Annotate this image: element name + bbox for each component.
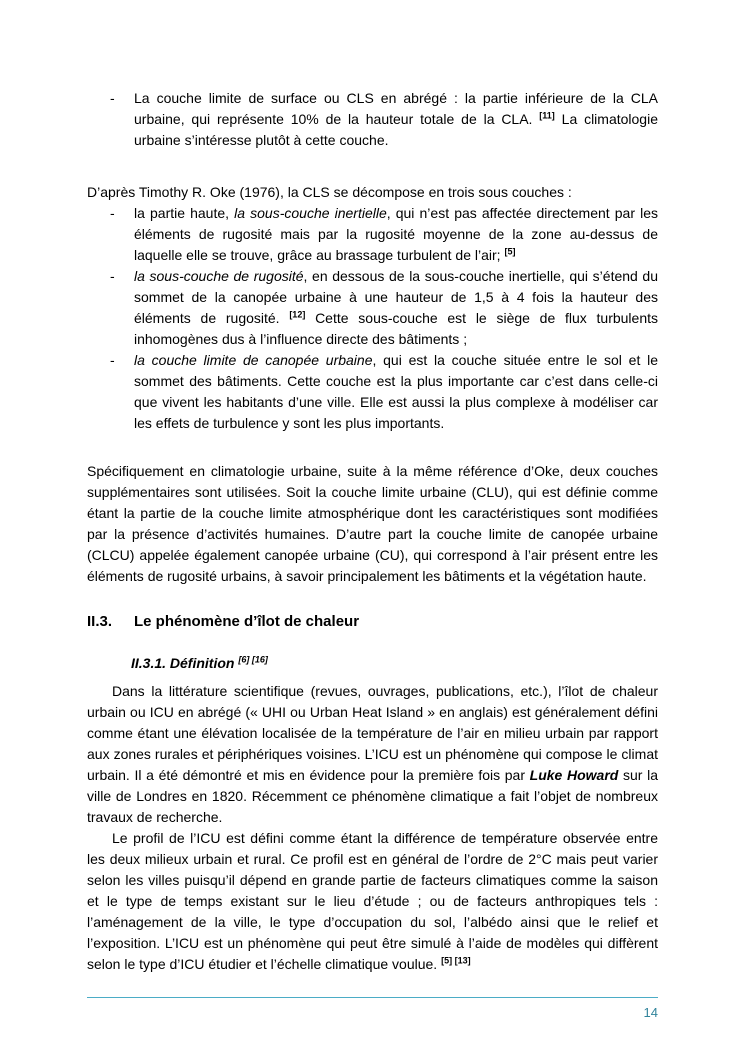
- page-footer: [87, 997, 658, 1023]
- paragraph-specific-layers: Spécifiquement en climatologie urbaine, suite à la même référence d’Oke, deux couches supplémentaires sont utilisées. Soit la couche limite urbaine (CLU), qui est définie comme étant la partie de la couche limite atmosphérique dont les caractéristiques sont modifiées par la présence d’activités humaines. D’autre part la couche limite de canopée urbaine (CLCU) appelée également canopée urbaine (CU), qui correspond à l’air présent entre les éléments de rugosité urbains, à savoir principalement les bâtiments et la végétation haute.: [87, 463, 658, 584]
- citation-ref: [5]: [504, 246, 516, 257]
- bullet-marker: -: [110, 205, 115, 221]
- list-item: [87, 88, 658, 151]
- list-item-text: [134, 266, 658, 350]
- section-heading: [87, 611, 658, 633]
- list-item-text: [134, 350, 658, 434]
- text-run: , en dessous de la sous-couche inertielle, qui s’étend du sommet de la canopée urbaine à une hauteur de 1,5 à 4 fois la hauteur des éléments de rugosité.: [134, 268, 659, 326]
- paragraph-definition-2: [87, 828, 658, 975]
- list-item-text: [134, 203, 658, 266]
- page-number: 14: [643, 1005, 658, 1020]
- text-run: La couche limite de surface ou CLS en abrégé : la partie inférieure de la CLA urbaine, qui représente 10% de la hauteur totale de la CLA.: [134, 90, 658, 127]
- italic-term: la sous-couche inertielle: [234, 205, 387, 221]
- text-run: sur la ville de Londres en 1820. Récemment ce phénomène climatique a fait l’objet de nombreux travaux de recherche.: [87, 767, 658, 825]
- page-content: [87, 88, 658, 975]
- sublayers-bullet-list: [87, 203, 658, 434]
- list-item-text: [134, 88, 658, 151]
- text-run: la partie haute,: [134, 205, 235, 221]
- text-run: Cette sous-couche est le siège de flux turbulents inhomogènes dus à l’influence directe des bâtiments ;: [134, 310, 658, 347]
- italic-term: la sous-couche de rugosité: [134, 268, 304, 284]
- italic-term: la couche limite de canopée urbaine: [134, 352, 373, 368]
- person-name: Luke Howard: [529, 767, 619, 783]
- text-run: , qui est la couche située entre le sol et le sommet des bâtiments. Cette couche est la plus importante car c’est dans celle-ci que vivent les habitants d’une ville. Elle est aussi la plus complexe à modéliser car les effets de turbulence y sont les plus importants.: [134, 352, 658, 431]
- list-item: [87, 266, 658, 350]
- paragraph-definition-1: [87, 681, 658, 828]
- text-run: La climatologie urbaine s’intéresse plutôt à cette couche.: [134, 111, 658, 148]
- citation-ref: [6] [16]: [238, 654, 268, 665]
- text-run: , qui n’est pas affectée directement par les éléments de rugosité mais par la rugosité moyenne de la zone au-dessus de laquelle elle se trouve, grâce au brassage turbulent de l’air;: [134, 205, 658, 263]
- list-item: [87, 203, 658, 266]
- bullet-marker: -: [110, 90, 115, 106]
- subsection-title: II.3.1. Définition: [131, 655, 239, 671]
- bullet-marker: -: [110, 352, 115, 368]
- text-run: Le profil de l’ICU est défini comme étant la différence de température observée entre les deux milieux urbain et rural. Ce profil est en général de l’ordre de 2°C mais peut varier selon les villes puisqu’il dépend en grande partie de facteurs climatiques comme la saison et le type de temps existant sur le lieu d’étude ; ou de facteurs anthropiques tels : l’aménagement de la ville, le type d’occupation du sol, l’albédo ainsi que le relief et l’exposition. L’ICU est un phénomène qui peut être simulé à l’aide de modèles qui diffèrent selon le type d’ICU étudier et l’échelle climatique voulue.: [87, 830, 658, 972]
- citation-ref: [5] [13]: [441, 955, 471, 966]
- citation-ref: [11]: [539, 110, 555, 121]
- list-item: [87, 350, 658, 434]
- bullet-marker: -: [110, 268, 115, 284]
- section-number: II.3.: [87, 613, 113, 630]
- subsection-heading: [131, 653, 658, 673]
- text-run: Dans la littérature scientifique (revues, ouvrages, publications, etc.), l’îlot de chaleur urbain ou ICU en abrégé (« UHI ou Urban Heat Island » en anglais) est généralement défini comme étant une élévation localisée de la température de l’air en milieu urbain par rapport aux zones rurales et périphériques voisines. L’ICU est un phénomène qui compose le climat urbain. Il a été démontré et mis en évidence pour la première fois par: [87, 683, 658, 783]
- cls-bullet-list: [87, 88, 658, 151]
- section-title: Le phénomène d’îlot de chaleur: [134, 613, 360, 630]
- citation-ref: [12]: [289, 309, 306, 320]
- paragraph-oke-intro: D’après Timothy R. Oke (1976), la CLS se décompose en trois sous couches :: [87, 184, 572, 200]
